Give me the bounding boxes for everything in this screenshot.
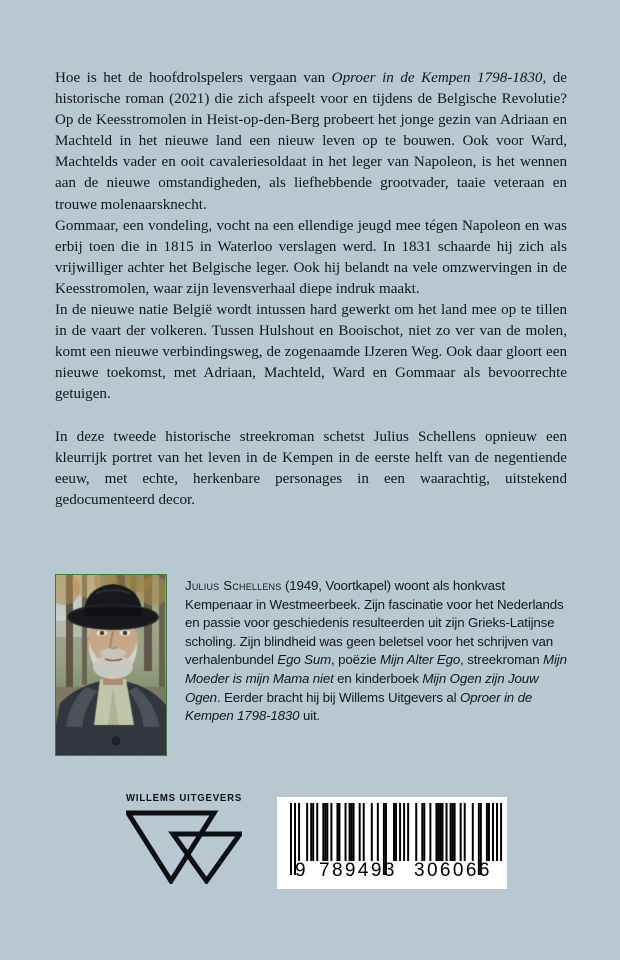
- svg-text:789493: 789493: [319, 860, 397, 881]
- author-portrait-image: [56, 575, 167, 756]
- publisher-name: WILLEMS UITGEVERS: [126, 793, 243, 804]
- svg-text:9: 9: [295, 860, 306, 881]
- blurb-paragraph-4: In deze tweede historische streekroman schetst Julius Schellens opnieuw een kleurrijk portret van het leven in de Kempen in de eerste helft van de negentiende eeuw, met echte, herkenbare personages in een waarachtig, uitstekend gedocumenteerd decor.: [55, 428, 567, 508]
- blurb-text: [55, 68, 567, 511]
- publisher-logo: [126, 793, 242, 885]
- double-triangle-w-icon: [126, 810, 242, 884]
- blurb-paragraph-2: Gommaar, een vondeling, vocht na een ellendige jeugd mee tégen Napoleon en was erbij toen die in 1815 in Waterloo verslagen werd. In 1831 schaarde hij zich als vrijwilliger achter het Belgische leger. Ook hij belandt na vele omzwervingen in de Keesstromolen, waar zijn levensverhaal diepe indruk maakt.: [55, 217, 567, 297]
- author-photo: [55, 574, 167, 756]
- author-block: [55, 574, 567, 760]
- svg-text:306066: 306066: [414, 860, 492, 881]
- blurb-paragraph-3: In de nieuwe natie België wordt intussen hard gewerkt om het land mee op te tillen in de vaart der volkeren. Tussen Hulshout en Booischot, niet zo ver van de molen, komt een nieuwe verbindingsweg, de zogenaamde IJzeren Weg. Ook daar gloort een nieuwe toekomst, met Adriaan, Machteld, Ward en Gommaar als bevoorrechte getuigen.: [55, 302, 567, 403]
- barcode-graphic: [277, 797, 507, 889]
- author-bio-text: Julius Schellens (1949, Voortkapel) woont als honkvast Kempenaar in Westmeerbeek. Zijn fascinatie voor het Nederlands en passie voor geschiedenis resulteerden uit zijn Grieks-Latijnse scholing. Zijn blindheid was geen beletsel voor het schrijven van verhalenbundel Ego Sum, poëzie Mijn Alter Ego, streekroman Mijn Moeder is mijn Mama niet en kinderboek Mijn Ogen zijn Jouw Ogen. Eerder bracht hij bij Willems Uitgevers al Oproer in de Kempen 1798-1830 uit.: [185, 578, 567, 724]
- blurb-paragraph-1: Hoe is het de hoofdrolspelers vergaan van Oproer in de Kempen 1798-1830, de historische roman (2021) die zich afspeelt voor en tijdens de Belgische Revolutie? Op de Keesstromolen in Heist-op-den-Berg probeert het jonge gezin van Adriaan en Machteld in het nieuwe land een nieuw leven op te bouwen. Ook voor Ward, Machtelds vader en ooit cavaleriesoldaat in het leger van Napoleon, is het wennen aan de nieuwe omstandigheden, als liefhebbende grootvader, taaie veteraan en trouwe molenaarsknecht.: [55, 70, 567, 213]
- isbn-barcode: [277, 797, 507, 889]
